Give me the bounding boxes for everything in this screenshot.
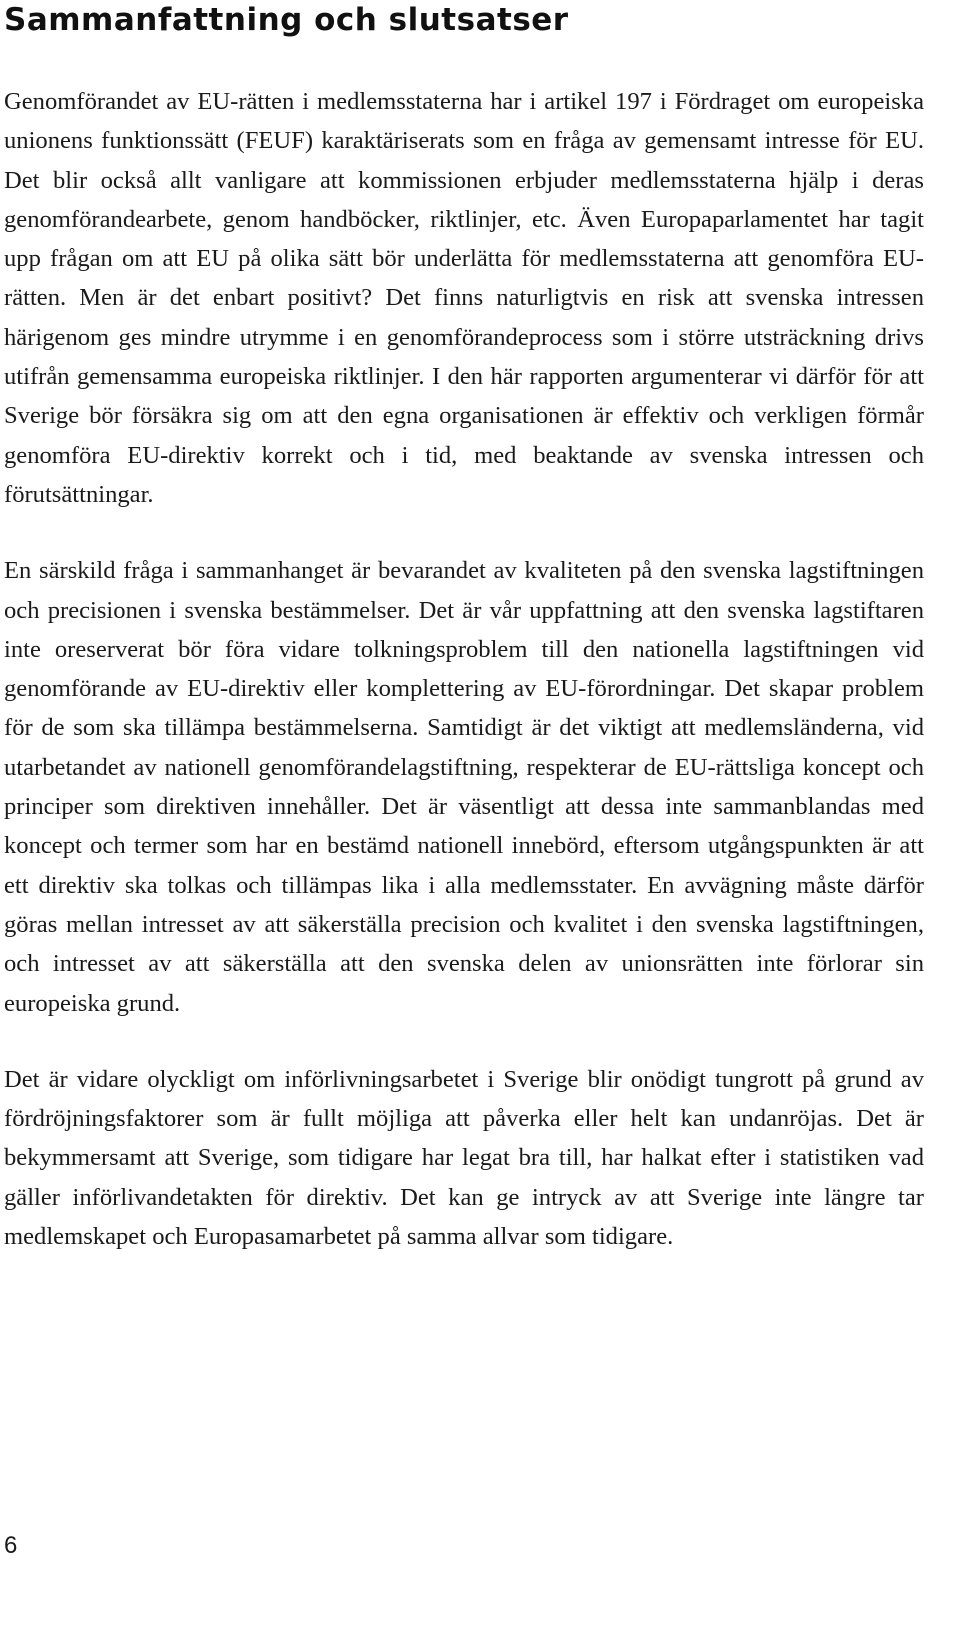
paragraph-2: En särskild fråga i sammanhanget är bevarandet av kvaliteten på den svenska lagstiftningen och precisionen i svenska bestämmelser. Det är vår uppfattning att den svenska lagstiftaren inte oreserverat bör föra vidare tolkningsproblem till den nationella lagstiftningen vid genomförande av EU-direktiv eller komplettering av EU-förordningar. Det skapar problem för de som ska tillämpa bestämmelserna. Samtidigt är det viktigt att medlemsländerna, vid utarbetandet av nationell genomförandelagstiftning, respekterar de EU-rättsliga koncept och principer som direktiven innehåller. Det är väsentligt att dessa inte sammanblandas med koncept och termer som har en bestämd nationell innebörd, eftersom utgångspunkten är att ett direktiv ska tolkas och tillämpas lika i alla medlemsstater. En avvägning måste därför göras mellan intresset av att säkerställa precision och kvalitet i den svenska lagstiftningen, och intresset av att säkerställa att den svenska delen av unionsrätten inte förlorar sin europeiska grund. xyxy=(4,557,924,1017)
paragraph-3: Det är vidare olyckligt om införlivningsarbetet i Sverige blir onödigt tungrott på grund av fördröjningsfaktorer som är fullt möjliga att påverka eller helt kan undanröjas. Det är bekymmersamt att Sverige, som tidigare har legat bra till, har halkat efter i statistiken vad gäller införlivandetakten för direktiv. Det kan ge intryck av att Sverige inte längre tar medlemskapet och Europasamarbetet på samma allvar som tidigare. xyxy=(4,1065,924,1251)
page-number: 6 xyxy=(4,1532,18,1559)
paragraph-1: Genomförandet av EU-rätten i medlemsstaterna har i artikel 197 i Fördraget om europeiska unionens funktionssätt (FEUF) karaktäriserats som en fråga av gemensamt intresse för EU. Det blir också allt vanligare att kommissionen erbjuder medlemsstaterna hjälp i deras genomförandearbete, genom handböcker, riktlinjer, etc. Även Europaparlamentet har tagit upp frågan om att EU på olika sätt bör underlätta för medlemsstaterna att genomföra EU-rätten. Men är det enbart positivt? Det finns naturligtvis en risk att svenska intressen härigenom ges mindre utrymme i en genomförandeprocess som i större utsträckning drivs utifrån gemensamma europeiska riktlinjer. I den här rapporten argumenterar vi därför för att Sverige bör försäkra sig om att den egna organisationen är effektiv och verkligen förmår genomföra EU-direktiv korrekt och i tid, med beaktande av svenska intressen och förutsättningar. xyxy=(4,88,924,508)
document-page xyxy=(4,0,924,1256)
section-heading: Sammanfattning och slutsatser xyxy=(4,2,569,38)
